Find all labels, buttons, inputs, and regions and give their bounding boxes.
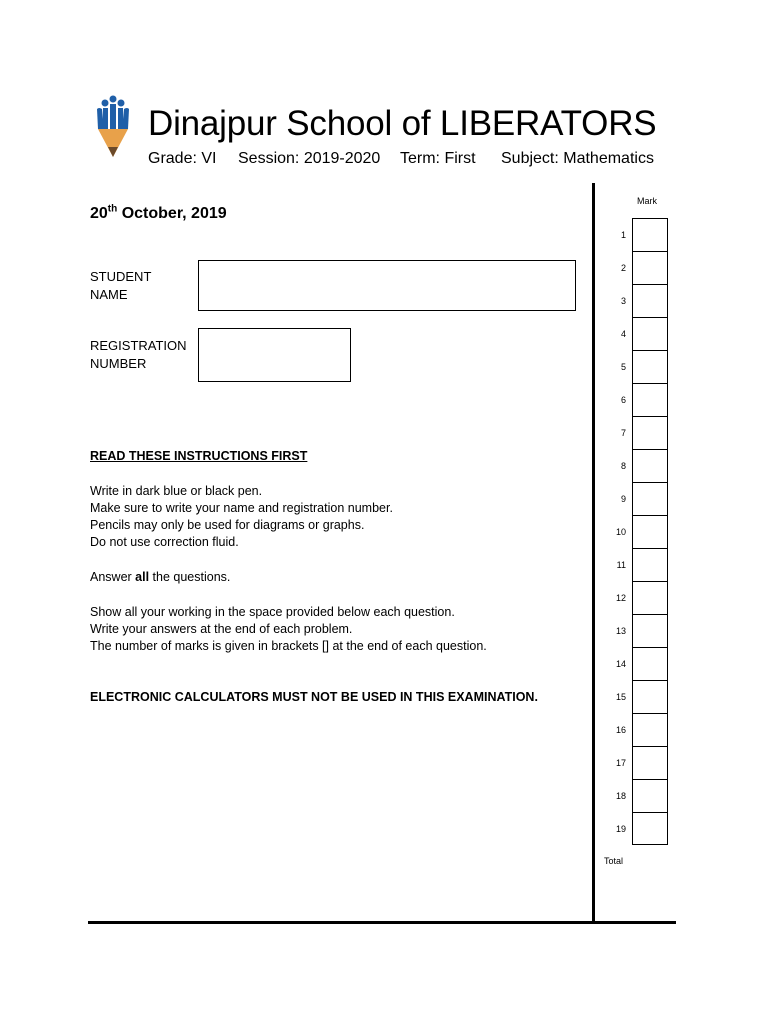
mark-box[interactable] xyxy=(632,350,668,383)
instructions-heading: READ THESE INSTRUCTIONS FIRST xyxy=(90,449,308,463)
mark-row xyxy=(604,251,668,284)
registration-number-label: REGISTRATION NUMBER xyxy=(90,338,187,371)
mark-box[interactable] xyxy=(632,482,668,515)
mark-box[interactable] xyxy=(632,680,668,713)
question-number: 1 xyxy=(620,230,626,240)
school-name: Dinajpur School of LIBERATORS xyxy=(148,104,657,143)
school-logo-icon xyxy=(94,95,132,161)
mark-box[interactable] xyxy=(632,812,668,845)
mark-column-header: Mark xyxy=(637,196,657,206)
session-label: Session: 2019-2020 xyxy=(238,150,381,167)
mark-row xyxy=(604,218,668,251)
mark-box[interactable] xyxy=(632,218,668,251)
student-name-field[interactable] xyxy=(198,260,576,311)
question-number: 6 xyxy=(620,395,626,405)
working-instruction: Write your answers at the end of each problem. xyxy=(90,622,353,636)
question-number: 16 xyxy=(615,725,626,735)
mark-box[interactable] xyxy=(632,713,668,746)
mark-row xyxy=(604,548,668,581)
registration-number-field[interactable] xyxy=(198,328,351,382)
answer-all-instruction xyxy=(90,569,230,586)
question-number: 19 xyxy=(615,824,626,834)
question-number: 18 xyxy=(615,791,626,801)
mark-row xyxy=(604,350,668,383)
bottom-rule xyxy=(88,921,676,924)
total-label: Total xyxy=(604,856,624,866)
question-number: 12 xyxy=(615,593,626,603)
working-instruction: Show all your working in the space provided below each question. xyxy=(90,605,455,619)
instruction-line: Pencils may only be used for diagrams or graphs. xyxy=(90,518,365,532)
mark-box[interactable] xyxy=(632,614,668,647)
mark-row xyxy=(604,317,668,350)
mark-box[interactable] xyxy=(632,515,668,548)
instruction-line: Make sure to write your name and registration number. xyxy=(90,501,393,515)
mark-box[interactable] xyxy=(632,251,668,284)
mark-row xyxy=(604,647,668,680)
mark-box[interactable] xyxy=(632,383,668,416)
answer-bold: all xyxy=(135,570,150,584)
mark-row xyxy=(604,383,668,416)
mark-box[interactable] xyxy=(632,548,668,581)
mark-row xyxy=(604,284,668,317)
date-day: 20 xyxy=(90,205,108,222)
question-number: 3 xyxy=(620,296,626,306)
question-number: 11 xyxy=(616,560,626,570)
mark-row xyxy=(604,779,668,812)
mark-box[interactable] xyxy=(632,416,668,449)
working-instruction: The number of marks is given in brackets [] at the end of each question. xyxy=(90,639,487,653)
exam-date xyxy=(90,204,227,224)
mark-box[interactable] xyxy=(632,581,668,614)
answer-prefix: Answer xyxy=(90,570,136,584)
question-number: 14 xyxy=(615,659,626,669)
question-number: 10 xyxy=(615,527,626,537)
question-number: 5 xyxy=(620,362,626,372)
mark-box[interactable] xyxy=(632,449,668,482)
mark-box[interactable] xyxy=(632,317,668,350)
mark-row xyxy=(604,581,668,614)
mark-box[interactable] xyxy=(632,746,668,779)
question-number: 7 xyxy=(620,428,626,438)
mark-row xyxy=(604,449,668,482)
question-number: 17 xyxy=(615,758,626,768)
mark-row xyxy=(604,515,668,548)
question-number: 9 xyxy=(620,494,626,504)
question-number: 2 xyxy=(620,263,626,273)
grade-label: Grade: VI xyxy=(148,150,217,167)
mark-box[interactable] xyxy=(632,779,668,812)
mark-row xyxy=(604,482,668,515)
mark-row xyxy=(604,614,668,647)
mark-row xyxy=(604,812,668,845)
date-suffix: th xyxy=(107,203,118,215)
mark-row xyxy=(604,746,668,779)
date-rest: October, 2019 xyxy=(117,205,227,222)
mark-row xyxy=(604,416,668,449)
question-number: 13 xyxy=(615,626,626,636)
question-number: 15 xyxy=(615,692,626,702)
calculator-warning: ELECTRONIC CALCULATORS MUST NOT BE USED IN THIS EXAMINATION. xyxy=(90,690,538,704)
mark-row xyxy=(604,680,668,713)
mark-box[interactable] xyxy=(632,284,668,317)
instruction-line: Write in dark blue or black pen. xyxy=(90,484,263,498)
mark-box[interactable] xyxy=(632,647,668,680)
question-number: 8 xyxy=(620,461,626,471)
subject-label: Subject: Mathematics xyxy=(501,150,654,167)
mark-row xyxy=(604,713,668,746)
margin-divider xyxy=(592,183,595,923)
instruction-line: Do not use correction fluid. xyxy=(90,535,239,549)
student-name-label: STUDENT NAME xyxy=(90,269,152,302)
term-label: Term: First xyxy=(400,150,476,167)
question-number: 4 xyxy=(620,329,626,339)
answer-suffix: the questions. xyxy=(149,570,231,584)
